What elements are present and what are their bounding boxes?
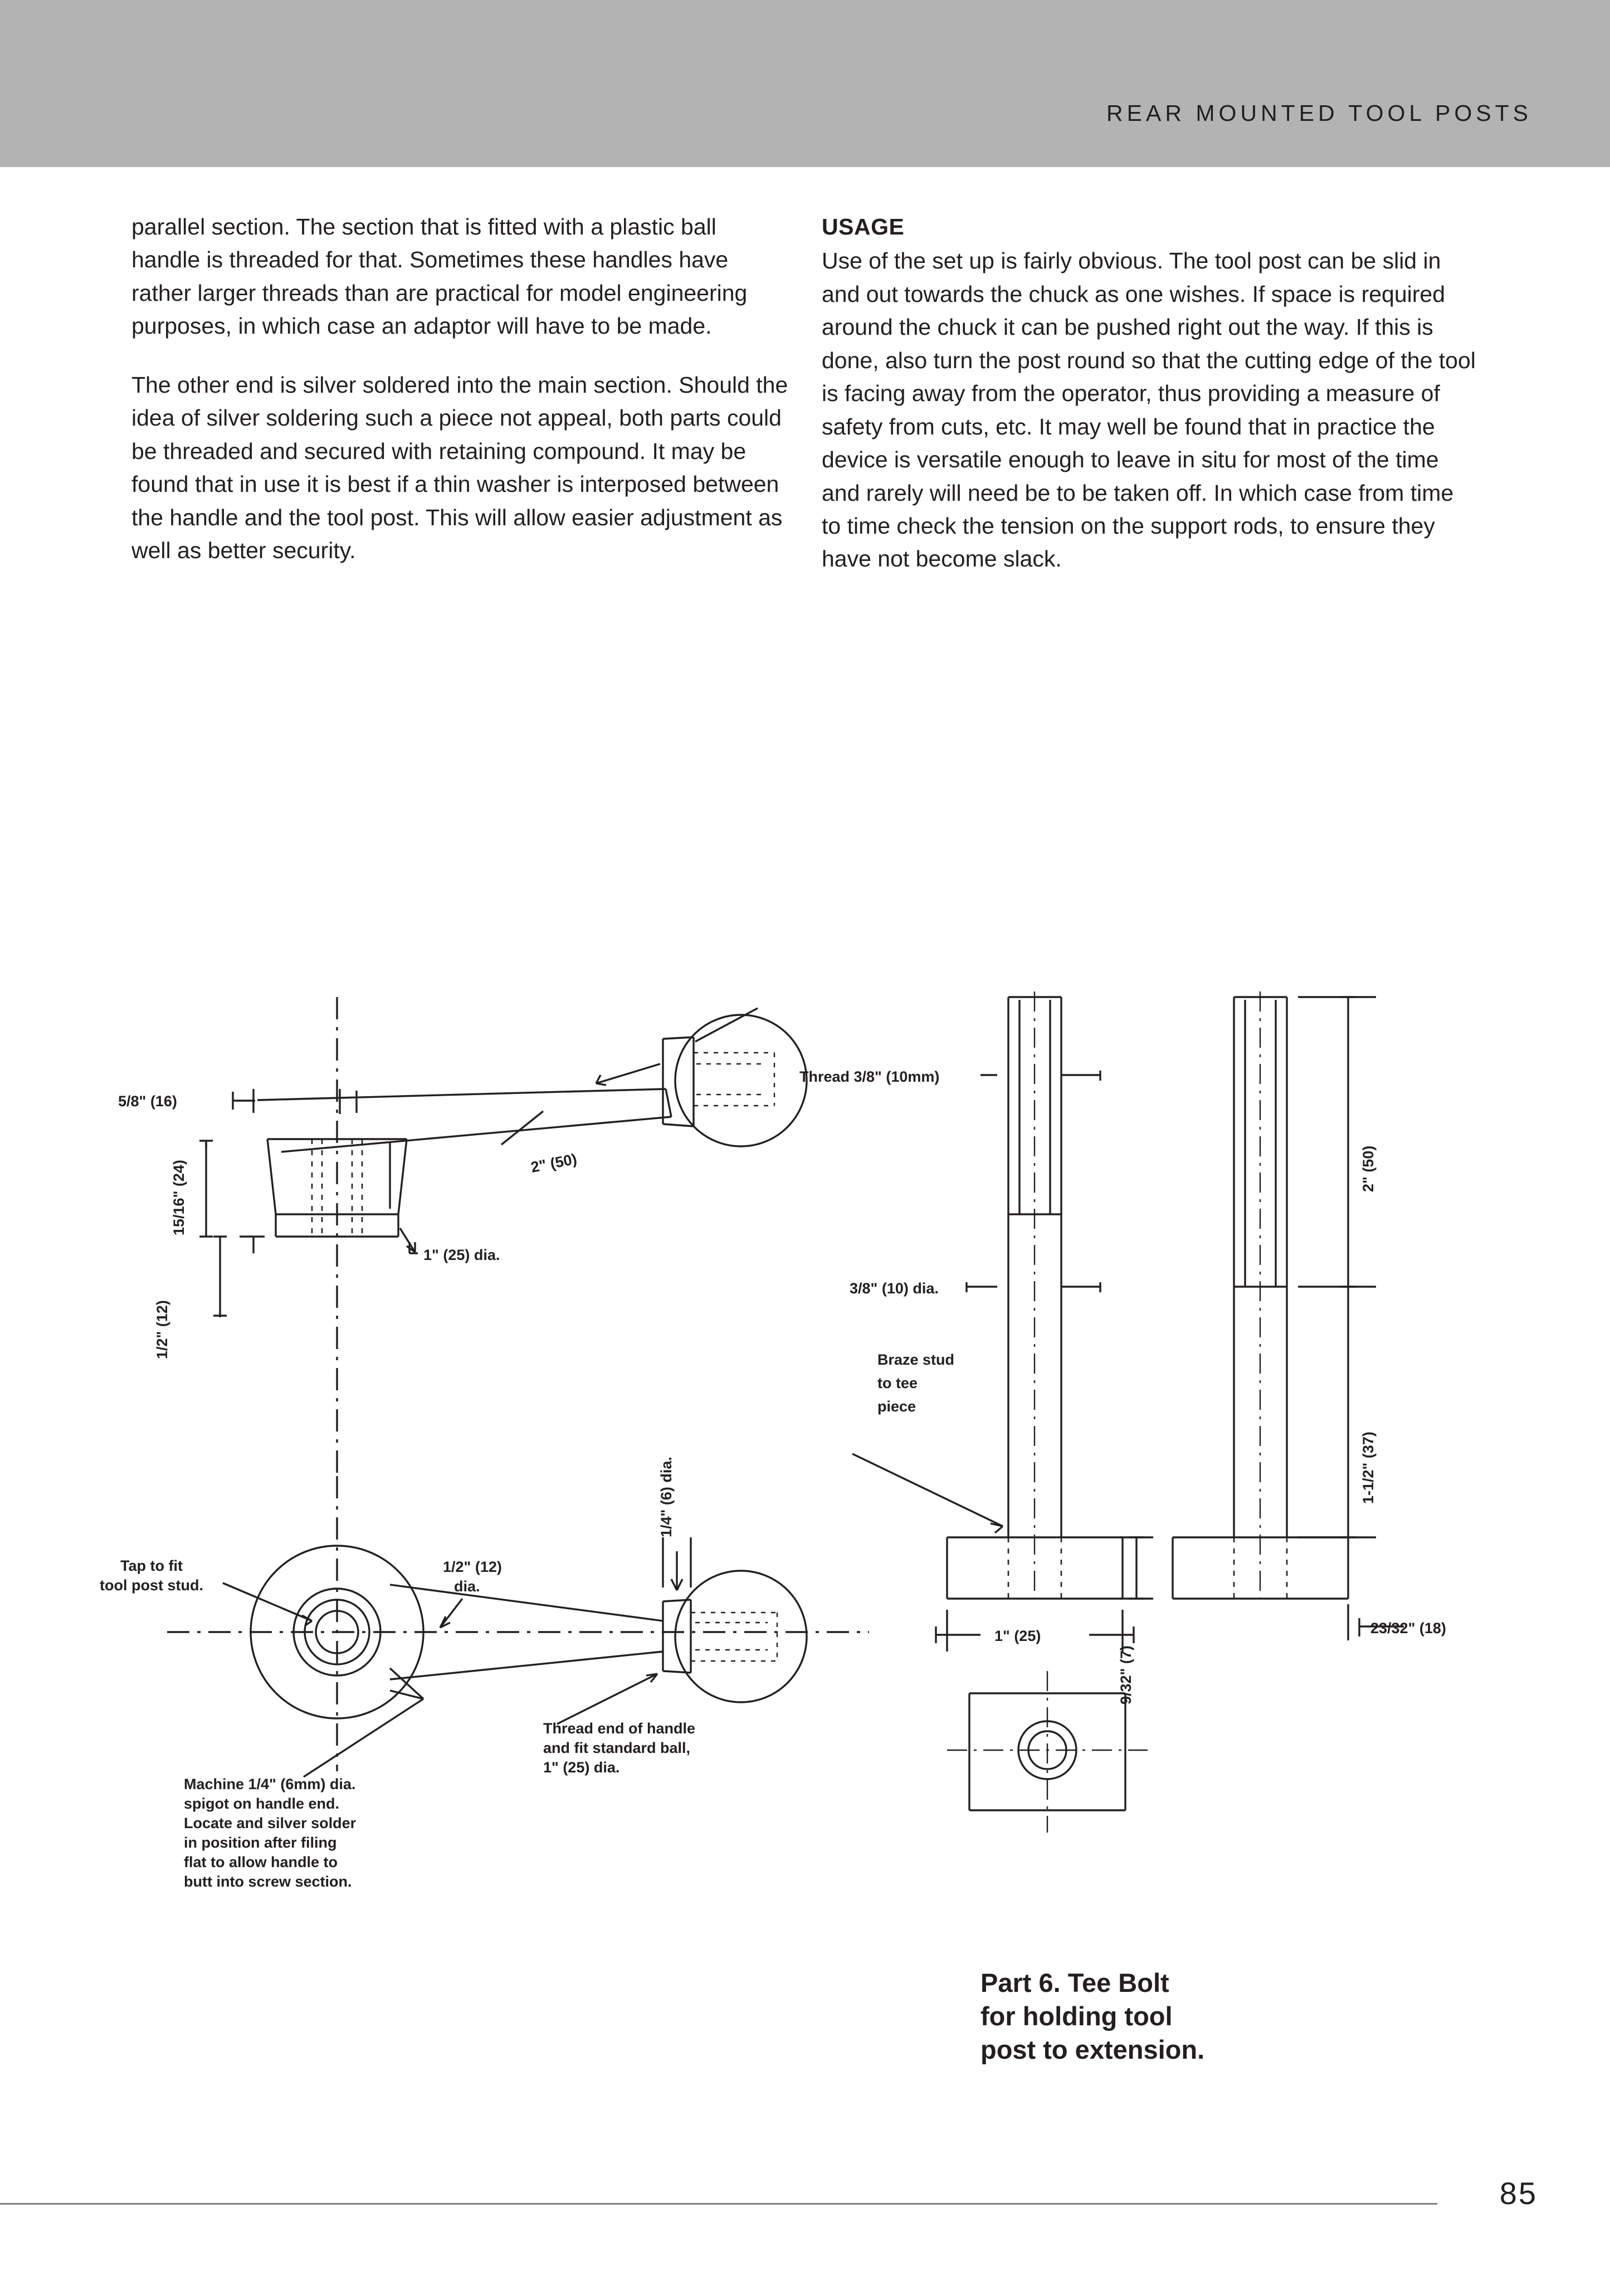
page-header-title: REAR MOUNTED TOOL POSTS — [1106, 100, 1532, 126]
label-dim-9-32: 9/32" (7) — [1118, 1645, 1134, 1704]
footer-divider — [0, 2203, 1437, 2205]
label-dim-1-25: 1" (25) — [994, 1628, 1041, 1644]
label-machine-line1: Machine 1/4" (6mm) dia. — [184, 1776, 356, 1792]
label-dim-15-16: 15/16" (24) — [170, 1160, 187, 1235]
label-dim-2-50-bolt: 2" (50) — [1360, 1145, 1377, 1192]
paragraph: Use of the set up is fairly obvious. The tool post can be slid in and out towards the chuck as one wishes. If space is required around the chuck it can be pushed right out the way. If this is done, also turn the post round so that the cutting edge of the tool is facing away from the operator, thus providing a measure of safety from cuts, etc. It may well be found that in practice the device is versatile enough to leave in situ for most of the time and rarely will need be to be taken off. In which case from time to time check the tension on the support rods, to ensure they have not become slack. — [822, 248, 1476, 572]
body-right-column — [822, 211, 1476, 576]
label-tap-note-line1: Tap to fit — [120, 1557, 183, 1574]
page-number: 85 — [1499, 2176, 1538, 2211]
label-thread-3-8: Thread 3/8" (10mm) — [799, 1068, 940, 1085]
label-dim-5-8: 5/8" (16) — [118, 1093, 177, 1110]
page-header-band — [0, 0, 1610, 167]
paragraph: parallel section. The section that is fitted with a plastic ball handle is threaded for that. Sometimes these handles have rather larger threads than are practical for model engineering purposes, in which case an adaptor will have to be made. — [131, 214, 748, 339]
figure-caption-line1: Part 6. Tee Bolt — [980, 1968, 1169, 1997]
label-dim-1-4-6-dia: 1/4" (6) dia. — [658, 1457, 675, 1537]
figure-caption-line3: post to extension. — [980, 2035, 1205, 2065]
label-dim-3-8-10-dia: 3/8" (10) dia. — [850, 1280, 939, 1297]
label-machine-line2: spigot on handle end. — [184, 1795, 339, 1812]
label-dim-1-25-dia: 1" (25) dia. — [423, 1247, 500, 1263]
label-dim-2-50-handle: 2" (50) — [529, 1150, 578, 1176]
label-dim-1-1-2-37: 1-1/2" (37) — [1360, 1432, 1377, 1504]
label-braze-line1: Braze stud — [877, 1351, 955, 1368]
label-dim-23-32: 23/32" (18) — [1370, 1620, 1446, 1636]
label-dim-1-2-12-dia-line1: 1/2" (12) — [443, 1559, 502, 1575]
technical-drawing-svg — [0, 975, 1610, 2128]
label-thread-end-line1: Thread end of handle — [543, 1720, 696, 1737]
paragraph: The other end is silver soldered into the main section. Should the idea of silver soldering such a piece not appeal, both parts could be threaded and secured with retaining compound. It may be found that in use it is best if a thin washer is interposed between the handle and the tool post. This will allow easier adjustment as well as better security. — [131, 372, 788, 563]
figure-caption-line2: for holding tool — [980, 2001, 1173, 2031]
label-braze-line3: piece — [877, 1398, 916, 1415]
section-heading-usage: USAGE — [822, 214, 905, 240]
label-thread-end-line3: 1" (25) dia. — [543, 1759, 620, 1776]
body-left-column — [131, 211, 789, 567]
label-tap-note-line2: tool post stud. — [100, 1577, 203, 1594]
label-machine-line5: flat to allow handle to — [184, 1854, 338, 1870]
label-machine-line3: Locate and silver solder — [184, 1815, 357, 1831]
label-machine-line6: butt into screw section. — [184, 1873, 352, 1890]
label-machine-line4: in position after filing — [184, 1834, 337, 1851]
label-thread-end-line2: and fit standard ball, — [543, 1740, 691, 1756]
label-braze-line2: to tee — [877, 1375, 918, 1391]
technical-drawing-figure — [0, 975, 1610, 2128]
label-dim-1-2-12-vert: 1/2" (12) — [154, 1300, 170, 1359]
figure-caption — [980, 1966, 1204, 2067]
label-dim-1-2-12-dia-line2: dia. — [454, 1578, 480, 1595]
